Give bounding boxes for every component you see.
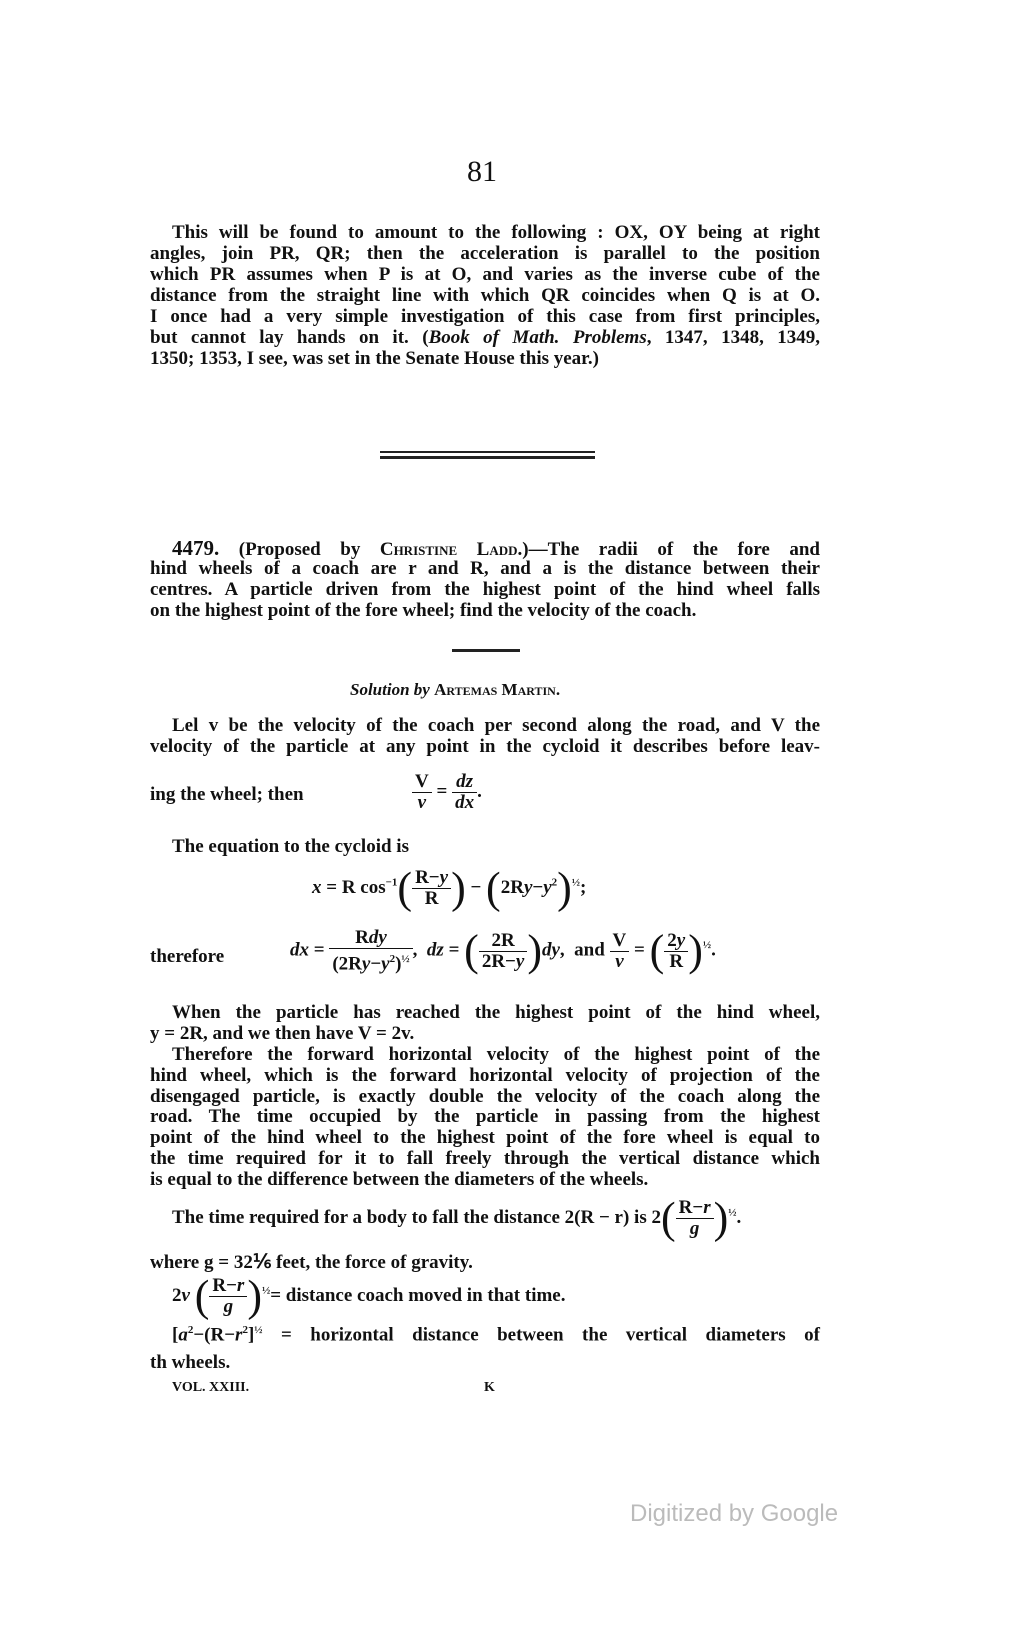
solution-heading (350, 680, 560, 700)
text: and (574, 939, 605, 961)
volume-label: VOL. XXIII. (172, 1380, 250, 1395)
text-line: velocity of the particle at any point in the cycloid it describes before leav- (150, 736, 820, 757)
google-watermark: Digitized by Google (630, 1500, 839, 1527)
text-line: Therefore the forward horizontal velocity of the highest point of the (172, 1044, 820, 1065)
text-line: on the highest point of the fore wheel; find the velocity of the coach. (150, 600, 697, 621)
double-rule-top (380, 451, 595, 453)
text: = distance coach moved in that time. (270, 1284, 566, 1306)
equation-derivatives: dx = $\frac{\text{Rdy}}{(2Ry-y^2)^{\frac{1}{2}}}$ , dz = ( $\frac{2R}{2R-y}$ )dy, and $\frac{V}{v}$ = ( $\frac{2y}{R}$ )$^{\frac{1}{2}}$. (290, 926, 716, 976)
text-line: I once had a very simple investigation of this case from first principles, (150, 306, 820, 327)
text-line: which PR assumes when P is at O, and varies as the inverse cube of the (150, 264, 820, 285)
text-line: When the particle has reached the highest point of the hind wheel, (172, 1002, 820, 1023)
text-line: road. The time occupied by the particle in passing from the highest (150, 1106, 820, 1127)
text: , 1347, 1348, 1349, (646, 327, 821, 348)
text-line (172, 538, 820, 559)
text-line: therefore (150, 946, 225, 967)
text: but cannot lay hands on it. ( (150, 327, 429, 348)
proposer: Christine Ladd. (379, 539, 523, 560)
text-line: 1350; 1353, I see, was set in the Senate House this year.) (150, 348, 599, 369)
text-line: Lel v be the velocity of the coach per second along the road, and V the (172, 715, 820, 736)
text-line: The equation to the cycloid is (172, 836, 409, 857)
text-line: is equal to the difference between the diameters of the wheels. (150, 1169, 649, 1190)
equation-fall-time: The time required for a body to fall the distance 2(R − r) is 2( $\frac{R-r}{g}$ )$^{\frac{1}{2}}$. (172, 1193, 742, 1243)
equation-horizontal: [$a^2-(R-r^2]^{\frac{1}{2}}$ = horizontal distance between the vertical diameters of (172, 1324, 820, 1346)
text-line: ing the wheel; then (150, 784, 304, 805)
signature-mark: K (484, 1380, 495, 1395)
text-line: disengaged particle, is exactly double the velocity of the coach along the (150, 1086, 820, 1107)
equation-distance: 2v ( $\frac{R-r}{g}$ )$^{\frac{1}{2}}$= distance coach moved in that time. (172, 1271, 566, 1321)
equation-velocity-ratio: $\frac{V}{v}$ = $\frac{dz}{dx}$ . (412, 772, 482, 813)
text-line: angles, join PR, QR; then the acceleration is parallel to the position (150, 243, 820, 264)
text-line: hind wheel, which is the forward horizontal velocity of projection of the (150, 1065, 820, 1086)
author: Artemas Martin. (434, 680, 561, 699)
solution-by: Solution by (350, 680, 430, 699)
text-line: hind wheels of a coach are r and R, and a is the distance between their (150, 558, 820, 579)
text: The time required for a body to fall the distance 2(R − r) is 2 (172, 1206, 661, 1228)
text-line: distance from the straight line with which QR coincides when Q is at O. (150, 285, 820, 306)
double-rule-bottom (380, 456, 595, 459)
text-line: where g = 32⅙ feet, the force of gravity. (150, 1252, 473, 1273)
text-line: point of the hind wheel to the highest point of the fore wheel is equal to (150, 1127, 820, 1148)
short-rule (452, 649, 520, 652)
text-line: centres. A particle driven from the highest point of the hind wheel falls (150, 579, 820, 600)
problem-number: 4479. (172, 536, 220, 560)
text: = horizontal distance between the vertical diameters of (280, 1324, 820, 1346)
text-line: the time required for it to fall freely through the vertical distance which (150, 1148, 820, 1169)
equation-cycloid: x = R $\cos^{-1}$( $\frac{R-y}{R}$ ) − $(2Ry-y^2)^{\frac{1}{2}}$; (312, 863, 587, 913)
text-line: y = 2R, and we then have V = 2v. (150, 1023, 415, 1044)
text: )—The radii of the fore and (522, 539, 820, 560)
text: (Proposed by (238, 539, 361, 560)
text-line: This will be found to amount to the following : OX, OY being at right (172, 222, 820, 243)
text-line (150, 327, 820, 348)
page-number: 81 (467, 155, 497, 188)
book-title: Book of Math. Problems (428, 327, 647, 348)
text-line: th wheels. (150, 1352, 231, 1373)
